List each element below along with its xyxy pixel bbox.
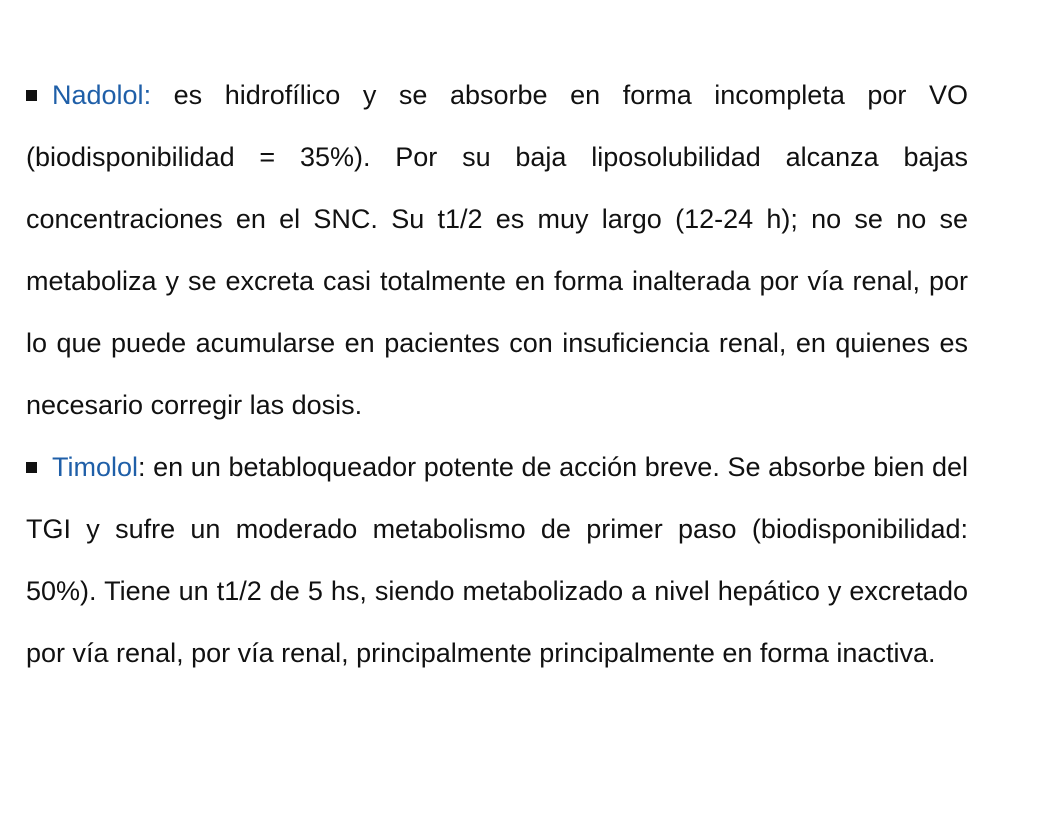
drug-name-nadolol: Nadolol — [52, 80, 144, 110]
paragraph-text: en un betabloqueador potente de acción breve. Se absorbe bien del TGI y sufre un moderado metabolismo de primer paso (biodisponibilidad: 50%). Tiene un t1/2 de 5 hs, siendo metabolizado a nivel hepático y excretado por vía renal, por vía renal, principalmente principalmente en forma inactiva. — [26, 452, 968, 668]
paragraph-text: es hidrofílico y se absorbe en forma incompleta por VO (biodisponibilidad = 35%). Por su baja liposolubilidad alcanza bajas concentraciones en el SNC. Su t1/2 es muy largo (12-24 h); no se no se metaboliza y se excreta casi totalmente en forma inalterada por vía renal, por lo que puede acumularse en pacientes con insuficiencia renal, en quienes es necesario corregir las dosis. — [26, 80, 968, 420]
paragraph-timolol — [26, 436, 968, 684]
drug-colon: : — [138, 452, 146, 482]
drug-name-timolol: Timolol — [52, 452, 139, 482]
square-bullet-icon — [26, 90, 37, 101]
paragraph-nadolol — [26, 64, 968, 436]
drug-colon: : — [143, 80, 152, 110]
square-bullet-icon — [26, 462, 37, 473]
